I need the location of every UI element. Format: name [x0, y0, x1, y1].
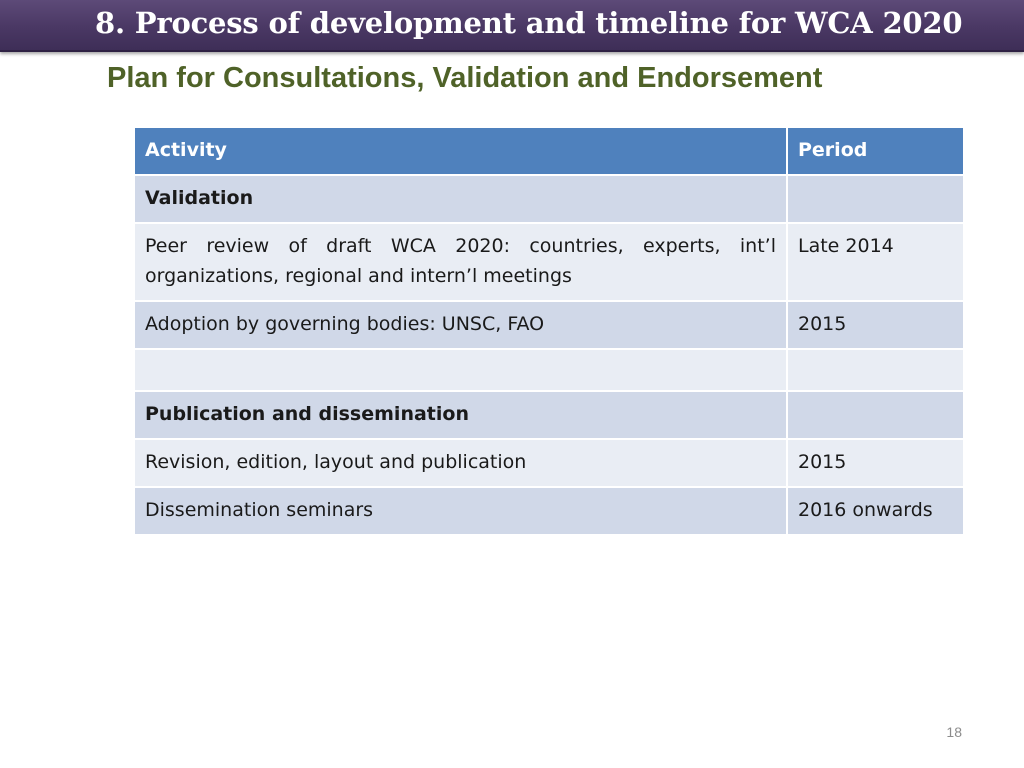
section-heading-validation: Validation [134, 175, 787, 223]
period-cell: 2015 [787, 439, 964, 487]
activity-cell [134, 349, 787, 391]
table-row [134, 223, 964, 301]
period-cell: 2016 onwards [787, 487, 964, 535]
page-number: 18 [946, 724, 962, 740]
activity-cell: Dissemination seminars [134, 487, 787, 535]
table-row [134, 175, 964, 223]
period-cell [787, 349, 964, 391]
table-header-row [134, 127, 964, 175]
timeline-table [133, 126, 965, 536]
slide-title: 8. Process of development and timeline for WCA 2020 [95, 6, 963, 40]
table-row [134, 439, 964, 487]
title-bar [0, 0, 1024, 52]
timeline-table-container [133, 126, 963, 536]
table-row [134, 349, 964, 391]
period-cell: Late 2014 [787, 223, 964, 301]
table-row [134, 301, 964, 349]
period-cell [787, 391, 964, 439]
activity-cell: Adoption by governing bodies: UNSC, FAO [134, 301, 787, 349]
activity-cell: Peer review of draft WCA 2020: countries, experts, int’l organizations, regional and intern’l meetings [134, 223, 787, 301]
period-cell: 2015 [787, 301, 964, 349]
section-heading-publication: Publication and dissemination [134, 391, 787, 439]
table-row [134, 391, 964, 439]
activity-cell: Revision, edition, layout and publication [134, 439, 787, 487]
table-row [134, 487, 964, 535]
header-period: Period [787, 127, 964, 175]
slide-subtitle: Plan for Consultations, Validation and Endorsement [107, 62, 823, 94]
period-cell [787, 175, 964, 223]
header-activity: Activity [134, 127, 787, 175]
